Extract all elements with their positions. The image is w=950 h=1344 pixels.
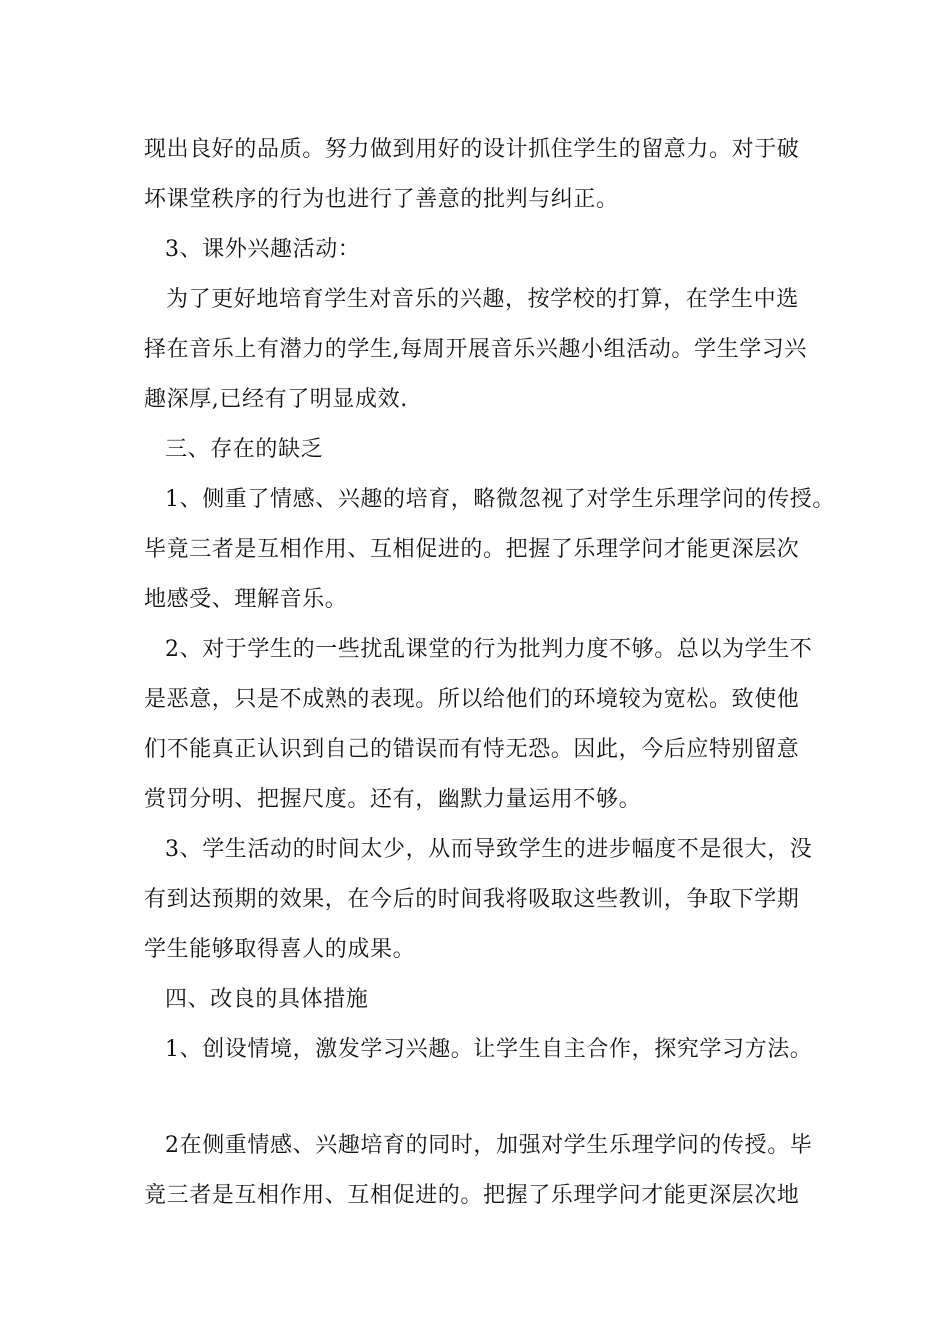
section-heading: 四、改良的具体措施 <box>165 987 369 1012</box>
paragraph-line: 趣深厚,已经有了明显成效. <box>144 387 408 412</box>
paragraph-line: 地感受、理解音乐。 <box>144 587 348 612</box>
paragraph-line: 择在音乐上有潜力的学生,每周开展音乐兴趣小组活动。学生学习兴 <box>144 337 807 362</box>
paragraph-line: 学生能够取得喜人的成果。 <box>144 937 416 962</box>
paragraph-line: 1、创设情境，激发学习兴趣。让学生自主合作，探究学习方法。 <box>165 1037 813 1062</box>
paragraph-line: 3、学生活动的时间太少，从而导致学生的进步幅度不是很大，没 <box>165 837 813 862</box>
paragraph-line: 们不能真正认识到自己的错误而有恃无恐。因此，今后应特别留意 <box>144 737 800 762</box>
section-heading: 三、存在的缺乏 <box>165 437 324 462</box>
paragraph-line: 2在侧重情感、兴趣培育的同时，加强对学生乐理学问的传授。毕 <box>165 1133 813 1158</box>
paragraph-line: 竟三者是互相作用、互相促进的。把握了乐理学问才能更深层次地 <box>144 1183 800 1208</box>
paragraph-line: 是恶意，只是不成熟的表现。所以给他们的环境较为宽松。致使他 <box>144 687 800 712</box>
paragraph-line: 有到达预期的效果，在今后的时间我将吸取这些教训，争取下学期 <box>144 887 800 912</box>
paragraph-line: 赏罚分明、把握尺度。还有，幽默力量运用不够。 <box>144 787 642 812</box>
paragraph-line: 毕竟三者是互相作用、互相促进的。把握了乐理学问才能更深层次 <box>144 537 800 562</box>
paragraph-line: 2、对于学生的一些扰乱课堂的行为批判力度不够。总以为学生不 <box>165 637 813 662</box>
paragraph-line: 为了更好地培育学生对音乐的兴趣，按学校的打算，在学生中选 <box>166 287 799 312</box>
paragraph-line: 现出良好的品质。努力做到用好的设计抓住学生的留意力。对于破 <box>144 137 800 162</box>
paragraph-line: 坏课堂秩序的行为也进行了善意的批判与纠正。 <box>144 187 619 212</box>
list-item-heading: 3、课外兴趣活动： <box>165 237 361 262</box>
paragraph-line: 1、侧重了情感、兴趣的培育，略微忽视了对学生乐理学问的传授。 <box>165 487 835 512</box>
